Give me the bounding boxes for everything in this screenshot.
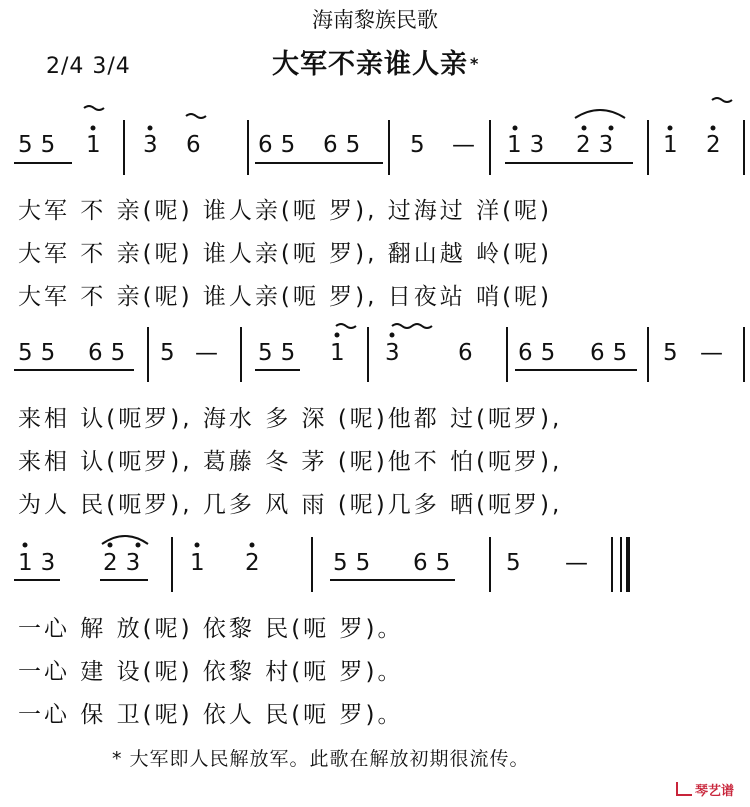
note-group: 13 [18,550,64,576]
octave-dot [195,543,200,548]
octave-dot [23,543,28,548]
note-group: 5 [410,132,433,158]
note-group: 6 [186,132,209,158]
note-group: 2 [706,132,729,158]
song-subtitle: 海南黎族民歌 [312,8,438,32]
footnote: * 大军即人民解放军。此歌在解放初期很流传。 [112,748,530,770]
octave-dot [250,543,255,548]
slur-mark [575,110,625,118]
octave-dot [609,126,614,131]
note-group: 1 [663,132,686,158]
grace-mark [712,98,732,102]
lyric-line-3-3: 一心 保 卫(呢) 依人 民(呃 罗)。 [18,702,404,728]
note-group: 55 [258,340,304,366]
note-group: 5 [663,340,686,366]
note-group: — [452,132,483,158]
note-group: 65 [88,340,134,366]
octave-dot [108,543,113,548]
note-group: 5 [506,550,529,576]
note-group: 13 [507,132,553,158]
lyric-line-2-3: 为人 民(呃罗), 几多 风 雨 (呢)几多 晒(呃罗), [18,492,563,518]
octave-dot [582,126,587,131]
octave-dot [711,126,716,131]
grace-mark [336,324,356,328]
lyric-line-2-2: 来相 认(呃罗), 葛藤 冬 茅 (呢)他不 怕(呃罗), [18,449,563,475]
note-group: 6 [458,340,481,366]
lyric-line-3-2: 一心 建 设(呢) 依黎 村(呃 罗)。 [18,659,404,685]
time-signature: 2/4 3/4 [46,54,131,79]
octave-dot [668,126,673,131]
logo-icon [676,782,692,796]
note-group: 65 [413,550,459,576]
octave-dot [390,333,395,338]
note-group: 1 [190,550,213,576]
note-group: — [700,340,731,366]
octave-dot [513,126,518,131]
grace-mark [84,106,104,110]
note-group: 55 [333,550,379,576]
lyric-line-2-1: 来相 认(呃罗), 海水 多 深 (呢)他都 过(呃罗), [18,406,563,432]
note-group: 1 [86,132,109,158]
note-group: — [195,340,226,366]
note-group: 1 [330,340,353,366]
grace-mark [186,114,206,118]
lyric-line-1-3: 大军 不 亲(呢) 谁人亲(呃 罗), 日夜站 哨(呢) [18,284,553,310]
grace-mark [392,324,432,328]
note-group: — [565,550,596,576]
note-group: 65 [590,340,636,366]
watermark-text: 琴艺谱 [695,784,735,799]
title-footnote-mark: * [470,54,480,73]
note-group: 65 [258,132,304,158]
lyric-line-3-1: 一心 解 放(呢) 依黎 民(呃 罗)。 [18,616,404,642]
lyric-line-1-2: 大军 不 亲(呢) 谁人亲(呃 罗), 翻山越 岭(呢) [18,241,553,267]
octave-dot [136,543,141,548]
note-group: 5 [160,340,183,366]
note-group: 55 [18,340,64,366]
note-group: 55 [18,132,64,158]
note-group: 3 [385,340,408,366]
note-group: 65 [323,132,369,158]
note-group: 23 [576,132,622,158]
note-group: 65 [518,340,564,366]
octave-dot [148,126,153,131]
note-group: 23 [103,550,149,576]
note-group: 3 [143,132,166,158]
note-group: 2 [245,550,268,576]
lyric-line-1-1: 大军 不 亲(呢) 谁人亲(呃 罗), 过海过 洋(呢) [18,198,553,224]
song-title-text: 大军不亲谁人亲 [272,49,468,80]
octave-dot [335,333,340,338]
octave-dot [91,126,96,131]
watermark [676,780,734,799]
